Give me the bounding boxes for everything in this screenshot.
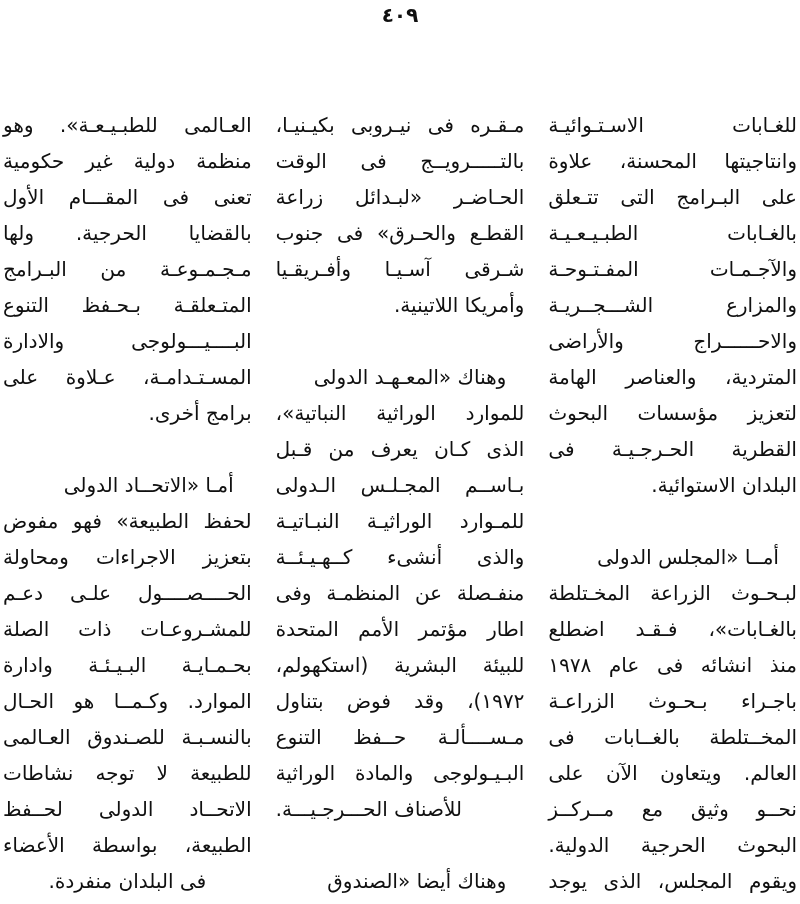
text-line: للبيئة البشرية (استكهولم، — [275, 653, 525, 677]
text-line: للمشـروعـات ذات الصلة — [2, 617, 252, 641]
text-line: بتعزيز الاجراءات ومحاولة — [2, 545, 252, 569]
text-line: بالتـــــرويــج فى الوقت — [275, 149, 525, 173]
text-line: برامج أخرى. — [148, 401, 252, 425]
text-line: الحـاضـر «لبـدائل زراعة — [275, 185, 525, 209]
text-line: الموارد. وكـمــا هو الحـال — [2, 689, 252, 713]
text-line: العالم. ويتعاون الآن على — [548, 761, 797, 785]
text-line: بالقضايا الحرجية. ولها — [2, 221, 252, 245]
paragraph — [276, 359, 525, 827]
text-line: الاتحــاد الدولى لحــفظ — [2, 797, 252, 821]
text-line: أمــا «المجلس الدولى — [597, 545, 779, 569]
columns — [3, 107, 797, 899]
text-line: على البـرامج التى تتـعلق — [548, 185, 797, 209]
text-line: اطار مؤتمر الأمم المتحدة — [275, 617, 525, 641]
text-line: للموارد الوراثية النباتية»، — [275, 401, 525, 425]
text-line: ١٩٧٢)، وقد فوض بتناول — [275, 689, 525, 713]
text-line: أمـا «الاتحــاد الدولى — [63, 473, 234, 497]
text-column-right — [548, 107, 797, 899]
text-line: شـرقى آسـيـا وأفـريقـيا — [275, 257, 525, 281]
text-line: بالغـابات الطبـيـعـيـة — [548, 221, 797, 245]
paragraph — [276, 107, 525, 323]
text-line: القطرية الحـرجـيـة فى — [548, 437, 797, 461]
text-line: المخــتلطة بالغــابات فى — [548, 725, 797, 749]
text-line: المتـعلقـة بـحـفظ التنوع — [2, 293, 252, 317]
text-line: لبـحـوث الزراعة المخـتلطة — [548, 581, 797, 605]
text-line: لحفظ الطبيعة» فهو مفوض — [2, 509, 252, 533]
text-line: للغـابات الاسـتـوائيـة — [548, 113, 797, 137]
paragraph — [548, 107, 797, 503]
text-line: ويقوم المجلس، الذى يوجد — [548, 869, 797, 893]
text-line: منظمة دولية غير حكومية — [2, 149, 252, 173]
text-line: بحـمـايـة البـيـئـة وادارة — [2, 653, 252, 677]
text-line: مـســــألـة حــفظ التنوع — [275, 725, 525, 749]
text-line: بـاســم المجـلـس الـدولى — [275, 473, 525, 497]
paragraph — [3, 107, 252, 431]
text-column-middle — [276, 107, 525, 899]
text-line: وهناك أيضا «الصندوق — [327, 869, 507, 893]
text-line: لتعزيز مؤسسات البحوث — [548, 401, 797, 425]
text-line: للأصناف الحـــرجـيـــة. — [275, 797, 462, 821]
text-line: باجـراء بـحـوث الزراعـة — [548, 689, 797, 713]
page-number: ٤٠٩ — [381, 3, 419, 27]
text-line: البــــيـــولوجى والادارة — [2, 329, 252, 353]
text-line: الطبيعة، بواسطة الأعضاء — [2, 833, 252, 857]
text-line: منفـصلة عن المنظمـة وفى — [275, 581, 525, 605]
text-line: وهناك «المعـهـد الدولى — [313, 365, 507, 389]
text-line: العـالمى للطبـيـعـة». وهو — [2, 113, 252, 137]
text-column-left — [3, 107, 252, 899]
text-line: مـجـمـوعـة من البـرامج — [2, 257, 252, 281]
text-line: والذى أنشىء كــهـيـئــة — [275, 545, 525, 569]
text-line: الحــــصــــول علـى دعـم — [2, 581, 252, 605]
text-line: بالنسـبـة للصـندوق العـالمى — [2, 725, 252, 749]
text-line: تعنى فى المقـــام الأول — [2, 185, 252, 209]
text-line: البـيـولوجى والمادة الوراثية — [275, 761, 525, 785]
text-line: فى البلدان منفردة. — [48, 869, 207, 893]
text-line: وأمريكا اللاتينية. — [393, 293, 525, 317]
text-line: والاحــــــراج والأراضى — [548, 329, 797, 353]
text-line: المتردية، والعناصر الهامة — [548, 365, 797, 389]
paragraph — [3, 467, 252, 899]
text-line: والآجـمـات المفـتـوحـة — [548, 257, 797, 281]
paragraph — [548, 539, 797, 899]
text-line: مـقـره فى نيـروبى بكيـنيـا، — [275, 113, 525, 137]
text-line: للطبيعة لا توجه نشاطات — [2, 761, 252, 785]
text-line: البلدان الاستوائية. — [651, 473, 797, 497]
paragraph — [276, 863, 525, 899]
text-line: بالغـابات»، فـقـد اضطلع — [548, 617, 797, 641]
text-line: القطـع والحـرق» فى جنوب — [275, 221, 525, 245]
text-line: البحوث الحرجية الدولية. — [548, 833, 797, 857]
text-line: وانتاجيتها المحسنة، علاوة — [548, 149, 797, 173]
text-line: والمزارع الشـــجــريـة — [548, 293, 797, 317]
text-line: الذى كـان يعرف من قـبل — [275, 437, 525, 461]
text-line: نحــو وثيق مع مــركــز — [548, 797, 797, 821]
text-line: منذ انشائه فى عام ١٩٧٨ — [548, 653, 797, 677]
text-line: للمـوارد الوراثيـة النبـاتيـة — [275, 509, 525, 533]
text-line: المسـتـدامـة، عـلاوة على — [2, 365, 252, 389]
